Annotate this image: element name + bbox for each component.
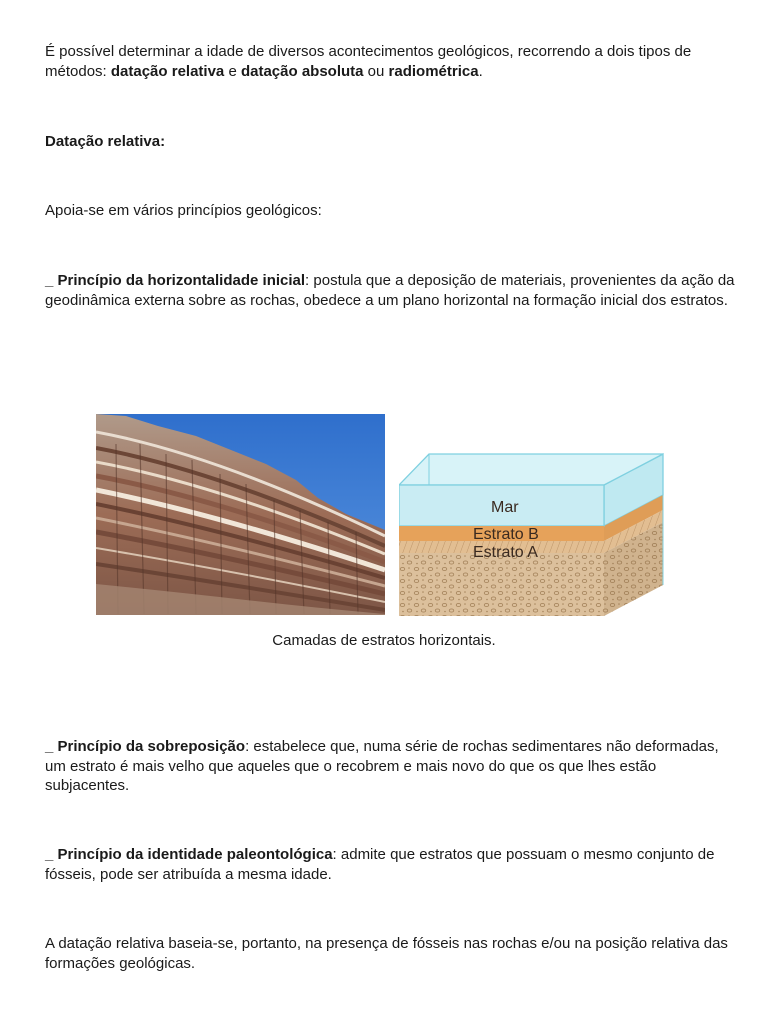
- intro-text-3: ou: [363, 62, 389, 80]
- label-sea: Mar: [491, 499, 519, 516]
- principle-title: _ Princípio da identidade paleontológica: [45, 846, 333, 863]
- term-radiometric: radiométrica: [388, 62, 479, 80]
- principle-title: _ Princípio da horizontalidade inicial: [45, 272, 306, 289]
- intro-text-1: É possível determinar a idade de diversos acontecimentos geológicos, recorrendo a dois tipos de métodos:: [45, 43, 692, 80]
- term-relative-dating: datação relativa: [110, 62, 225, 80]
- figure: [96, 414, 666, 616]
- intro-paragraph: [45, 42, 735, 81]
- label-stratum-b: Estrato B: [473, 526, 539, 543]
- lead-text: Apoia-se em vários princípios geológicos:: [45, 202, 322, 219]
- term-absolute-dating: datação absoluta: [240, 62, 364, 80]
- principle-text: : postula que a deposição de materiais, provenientes da ação da geodinâmica externa sobre as rochas, obedece a um plano horizontal na formação inicial dos estratos.: [45, 272, 735, 309]
- strata-block-diagram: [399, 422, 664, 616]
- intro-text-2: e: [224, 62, 241, 80]
- principle-superposition: [45, 737, 735, 796]
- figure-caption: Camadas de estratos horizontais.: [272, 632, 496, 649]
- principle-text: : estabelece que, numa série de rochas sedimentares não deformadas, um estrato é mais velho que aqueles que o recobrem e mais novo do que os que lhes estão subjacentes.: [45, 738, 719, 794]
- label-stratum-a: Estrato A: [473, 544, 538, 561]
- intro-text-4: .: [478, 62, 483, 80]
- principle-title: _ Princípio da sobreposição: [45, 738, 246, 755]
- principle-horizontality: [45, 271, 735, 310]
- principle-paleontological-identity: [45, 845, 735, 884]
- principle-text: : admite que estratos que possuam o mesmo conjunto de fósseis, pode ser atribuída a mesma idade.: [45, 846, 715, 883]
- conclusion-paragraph: A datação relativa baseia-se, portanto, na presença de fósseis nas rochas e/ou na posição relativa das formações geológicas.: [45, 935, 728, 972]
- cliff-photo: [96, 414, 385, 615]
- section-heading: Datação relativa:: [45, 133, 166, 150]
